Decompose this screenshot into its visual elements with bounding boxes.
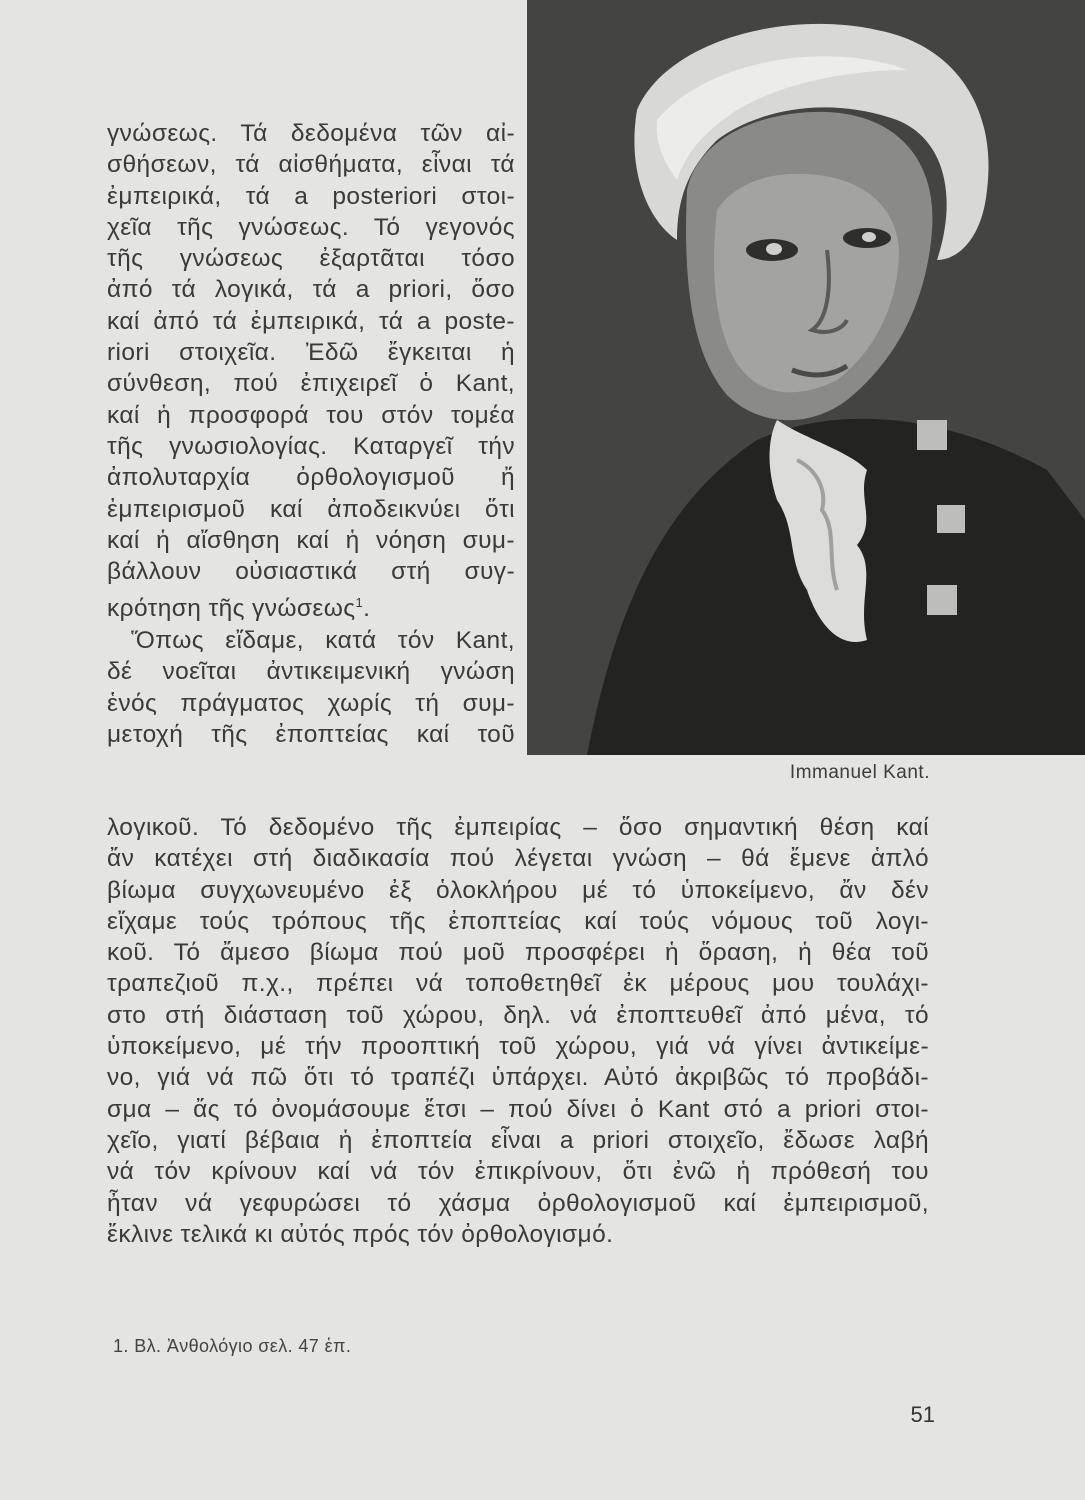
text-line: ἔκλινε τελικά κι αὐτός πρός τόν ὀρθολογισμό.	[107, 1220, 614, 1248]
text-line: ὑποκείμενο, μέ τήν προοπτική τοῦ χώρου, γιά νά γίνει ἀντικείμε-	[107, 1033, 929, 1061]
intro-paragraph-column	[107, 118, 515, 750]
text-line: ἀπό τά λογικά, τά a priori, ὅσο	[107, 276, 515, 304]
text-line: riori στοιχεῖα. Ἐδῶ ἔγκειται ἡ	[107, 339, 515, 367]
portrait-caption: Immanuel Kant.	[789, 762, 930, 783]
kant-portrait-image	[527, 0, 1085, 755]
text-line: χεῖα τῆς γνώσεως. Τό γεγονός	[107, 213, 515, 241]
text-line-with-footnote: κρότηση τῆς γνώσεως$^1$.	[107, 595, 371, 623]
text-line: ἐμπειρισμοῦ καί ἀποδεικνύει ὅτι	[107, 495, 515, 523]
text-line: νο, γιά νά πῶ ὅτι τό τραπέζι ὑπάρχει. Αὐτό ἀκριβῶς τό προβάδι-	[107, 1064, 929, 1092]
text-line: κρότηση τῆς γνώσεως	[107, 595, 356, 623]
text-line: ἄν κατέχει στή διαδικασία πού λέγεται γνώση – θά ἔμενε ἁπλό	[107, 845, 929, 873]
text-line: καί ἀπό τά ἐμπειρικά, τά a poste-	[107, 307, 515, 335]
footnote: 1. Βλ. Ἀνθολόγιο σελ. 47 ἑπ.	[113, 1336, 352, 1356]
text-line: στο στή διάσταση τοῦ χώρου, δηλ. νά ἐποπτευθεῖ ἀπό μένα, τό	[107, 1001, 929, 1029]
text-line: Ὅπως εἴδαμε, κατά τόν Kant,	[131, 626, 515, 654]
text-line: ἑνός πράγματος χωρίς τή συμ-	[107, 689, 515, 717]
text-line: ἦταν νά γεφυρώσει τό χάσμα ὀρθολογισμοῦ καί ἐμπειρισμοῦ,	[107, 1189, 929, 1217]
text-line: γνώσεως. Τά δεδομένα τῶν αἰ-	[107, 120, 515, 147]
text-line: σύνθεση, πού ἐπιχειρεῖ ὁ Kant,	[107, 370, 515, 398]
text-line: νά τόν κρίνουν καί νά τόν ἐπικρίνουν, ὅτι ἐνῶ ἡ πρόθεσή του	[107, 1158, 929, 1186]
text-line: τῆς γνωσιολογίας. Καταργεῖ τήν	[107, 432, 515, 460]
text-line: ἐμπειρικά, τά a posteriori στοι-	[107, 182, 515, 210]
text-line: βάλλουν οὐσιαστικά στή συγ-	[107, 558, 515, 586]
text-line: βίωμα συγχωνευμένο ἐξ ὁλοκλήρου μέ τό ὑποκείμενο, ἄν δέν	[107, 876, 929, 904]
text-line: σθήσεων, τά αἰσθήματα, εἶναι τά	[107, 151, 515, 179]
text-line: τραπεζιοῦ π.χ., πρέπει νά τοποθετηθεῖ ἐκ μέρους μου τουλάχι-	[107, 970, 929, 998]
text-line: εἴχαμε τούς τρόπους τῆς ἐποπτείας καί τούς νόμους τοῦ λογι-	[107, 907, 929, 935]
text-line: χεῖο, γιατί βέβαια ἡ ἐποπτεία εἶναι a priori στοιχεῖο, ἔδωσε λαβή	[107, 1126, 929, 1154]
text-line: καί ἡ αἴσθηση καί ἡ νόηση συμ-	[107, 526, 515, 554]
text-line: καί ἡ προσφορά του στόν τομέα	[107, 401, 515, 429]
main-paragraph	[107, 812, 929, 1250]
text-line: δέ νοεῖται ἀντικειμενική γνώση	[107, 658, 515, 686]
text-line: σμα – ἄς τό ὀνομάσουμε ἔτσι – πού δίνει ὁ Kant στό a priori στοι-	[107, 1095, 929, 1123]
text-line: ἀπολυταρχία ὀρθολογισμοῦ ἤ	[107, 464, 515, 492]
text-line: μετοχή τῆς ἐποπτείας καί τοῦ	[107, 720, 515, 748]
footnote-reference[interactable]: 1	[355, 595, 364, 611]
text-line: τῆς γνώσεως ἐξαρτᾶται τόσο	[107, 245, 515, 273]
text-line: κοῦ. Τό ἄμεσο βίωμα πού μοῦ προσφέρει ἡ ὅραση, ἡ θέα τοῦ	[107, 939, 929, 967]
text-line: λογικοῦ. Τό δεδομένο τῆς ἐμπειρίας – ὅσο σημαντική θέση καί	[107, 814, 929, 841]
page-number: 51	[910, 1402, 935, 1427]
